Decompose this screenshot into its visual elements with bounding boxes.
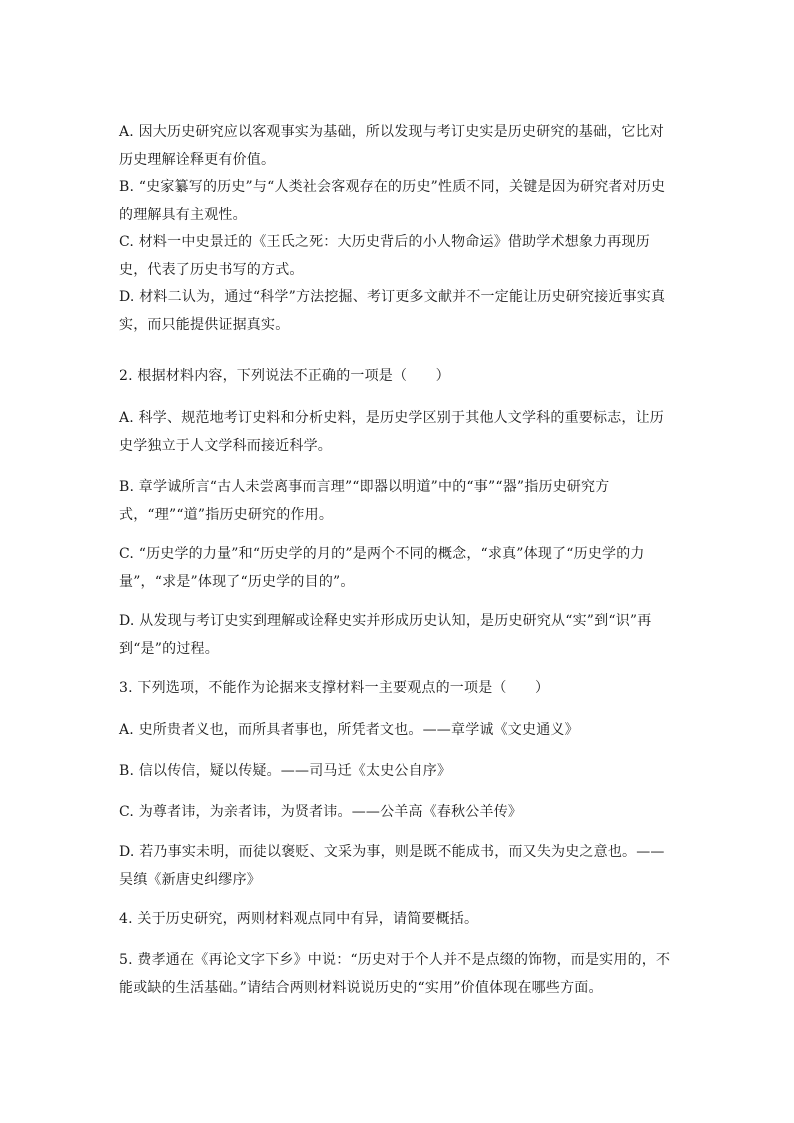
option-b-q2: B. 章学诚所言“古人未尝离事而言理”“即器以明道”中的“事”“器”指历史研究方式，“理”“道”指历史研究的作用。 [119,479,610,523]
option-a-q1: A. 因大历史研究应以客观事实为基础，所以发现与考订史实是历史研究的基础，它比对历史理解诠释更有价值。 [119,124,665,168]
option-b-q1: B. “史家纂写的历史”与“人类社会客观存在的历史”性质不同，关键是因为研究者对历史的理解具有主观性。 [119,179,666,223]
question-4: 4. 关于历史研究，两则材料观点同中有异，请简要概括。 [119,911,479,927]
question-5: 5. 费孝通在《再论文字下乡》中说：“历史对于个人并不是点缀的饰物，而是实用的，不能或缺的生活基础。”请结合两则材料说说历史的“实用”价值体现在哪些方面。 [119,952,671,996]
option-c-q3: C. 为尊者讳，为亲者讳，为贤者讳。——公羊高《春秋公羊传》 [119,804,523,820]
option-b-q3: B. 信以传信，疑以传疑。——司马迁《太史公自序》 [119,763,452,779]
option-d-q1: D. 材料二认为，通过“科学”方法挖掘、考订更多文献并不一定能让历史研究接近事实真实，而只能提供证据真实。 [119,289,666,333]
option-d-q3: D. 若乃事实未明，而徒以褒贬、文采为事，则是既不能成书，而又失为史之意也。——吴缜《新唐史纠缪序》 [119,844,665,888]
question-2: 2. 根据材料内容，下列说法不正确的一项是（ ） [119,368,450,384]
option-c-q2: C. “历史学的力量”和“历史学的月的”是两个不同的概念，“求真”体现了“历史学的力量”，“求是”体现了“历史学的目的”。 [119,546,645,590]
option-a-q3: A. 史所贵者义也，而所具者事也，所凭者文也。——章学诚《文史通义》 [119,722,579,738]
option-a-q2: A. 科学、规范地考订史料和分析史料，是历史学区别于其他人文学科的重要标志，让历史学独立于人文学科而接近科学。 [119,410,665,454]
option-c-q1: C. 材料一中史景迁的《王氏之死：大历史背后的小人物命运》借助学术想象力再现历史，代表了历史书写的方式。 [119,234,650,278]
option-d-q2: D. 从发现与考订史实到理解或诠释史实并形成历史认知，是历史研究从“实”到“识”再到“是”的过程。 [119,613,652,657]
question-3: 3. 下列选项，不能作为论据来支撑材料一主要观点的一项是（ ） [119,680,550,696]
